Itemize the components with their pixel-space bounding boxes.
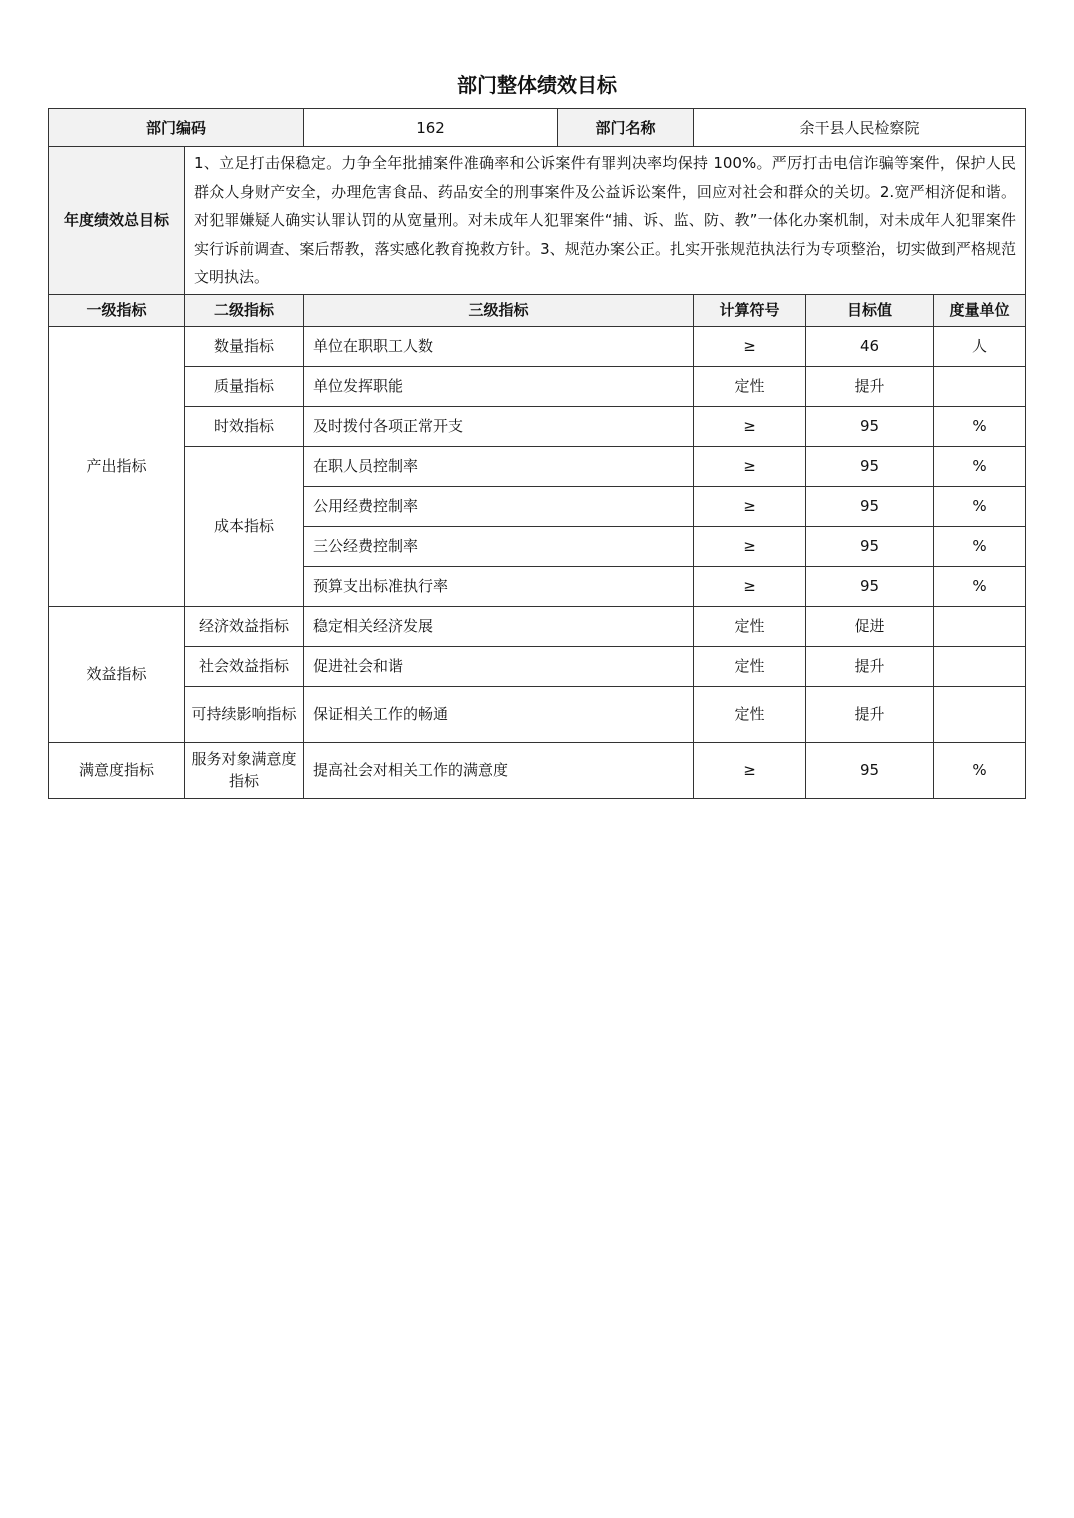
dept-name-label: 部门名称 (558, 109, 694, 147)
col-header-target: 目标值 (806, 294, 934, 326)
level1-cell: 产出指标 (49, 326, 185, 606)
unit-cell: % (934, 526, 1026, 566)
dept-name-value: 余干县人民检察院 (694, 109, 1026, 147)
col-header-level1: 一级指标 (49, 294, 185, 326)
level2-cell: 质量指标 (185, 366, 304, 406)
col-header-level2: 二级指标 (185, 294, 304, 326)
table-row (49, 446, 1026, 486)
operator-cell: ≥ (694, 486, 806, 526)
annual-goal-label: 年度绩效总目标 (49, 147, 185, 295)
table-row (49, 366, 1026, 406)
operator-cell: 定性 (694, 606, 806, 646)
level2-cell: 数量指标 (185, 326, 304, 366)
operator-cell: ≥ (694, 406, 806, 446)
target-cell: 95 (806, 446, 934, 486)
table-row (49, 742, 1026, 798)
dept-code-value: 162 (304, 109, 558, 147)
operator-cell: ≥ (694, 742, 806, 798)
operator-cell: 定性 (694, 686, 806, 742)
target-cell: 95 (806, 406, 934, 446)
col-header-level3: 三级指标 (304, 294, 694, 326)
level3-cell: 公用经费控制率 (304, 486, 694, 526)
dept-info-row (49, 109, 1026, 147)
level3-cell: 促进社会和谐 (304, 646, 694, 686)
level3-cell: 预算支出标准执行率 (304, 566, 694, 606)
table-row (49, 646, 1026, 686)
table-row (49, 686, 1026, 742)
dept-code-label: 部门编码 (49, 109, 304, 147)
level3-cell: 及时拨付各项正常开支 (304, 406, 694, 446)
unit-cell (934, 606, 1026, 646)
unit-cell: % (934, 566, 1026, 606)
target-cell: 95 (806, 526, 934, 566)
level1-cell: 效益指标 (49, 606, 185, 742)
operator-cell: 定性 (694, 646, 806, 686)
unit-cell: % (934, 406, 1026, 446)
level3-cell: 三公经费控制率 (304, 526, 694, 566)
col-header-unit: 度量单位 (934, 294, 1026, 326)
unit-cell (934, 686, 1026, 742)
unit-cell (934, 366, 1026, 406)
table-row (49, 326, 1026, 366)
col-header-operator: 计算符号 (694, 294, 806, 326)
operator-cell: ≥ (694, 326, 806, 366)
operator-cell: ≥ (694, 446, 806, 486)
level3-cell: 单位发挥职能 (304, 366, 694, 406)
level3-cell: 稳定相关经济发展 (304, 606, 694, 646)
operator-cell: ≥ (694, 566, 806, 606)
target-cell: 提升 (806, 686, 934, 742)
table-row (49, 606, 1026, 646)
level2-cell: 成本指标 (185, 446, 304, 606)
annual-goal-row (49, 147, 1026, 295)
level2-cell: 经济效益指标 (185, 606, 304, 646)
target-cell: 95 (806, 486, 934, 526)
level2-cell: 社会效益指标 (185, 646, 304, 686)
target-cell: 提升 (806, 646, 934, 686)
level1-cell: 满意度指标 (49, 742, 185, 798)
operator-cell: ≥ (694, 526, 806, 566)
level3-cell: 在职人员控制率 (304, 446, 694, 486)
column-header-row (49, 294, 1026, 326)
performance-table (48, 108, 1026, 799)
target-cell: 95 (806, 742, 934, 798)
level3-cell: 提高社会对相关工作的满意度 (304, 742, 694, 798)
target-cell: 提升 (806, 366, 934, 406)
table-row (49, 406, 1026, 446)
annual-goal-text: 1、立足打击保稳定。力争全年批捕案件准确率和公诉案件有罪判决率均保持 100%。严厉打击电信诈骗等案件，保护人民群众人身财产安全，办理危害食品、药品安全的刑事案件及公益诉讼案件，回应对社会和群众的关切。2.宽严相济促和谐。对犯罪嫌疑人确实认罪认罚的从宽量刑。对未成年人犯罪案件“捕、诉、监、防、教”一体化办案机制，对未成年人犯罪案件实行诉前调查、案后帮教，落实感化教育挽救方针。3、规范办案公正。扎实开张规范执法行为专项整治，切实做到严格规范文明执法。 (185, 147, 1026, 295)
target-cell: 95 (806, 566, 934, 606)
target-cell: 促进 (806, 606, 934, 646)
target-cell: 46 (806, 326, 934, 366)
level2-cell: 服务对象满意度指标 (185, 742, 304, 798)
unit-cell: 人 (934, 326, 1026, 366)
unit-cell: % (934, 446, 1026, 486)
unit-cell (934, 646, 1026, 686)
level2-cell: 时效指标 (185, 406, 304, 446)
unit-cell: % (934, 486, 1026, 526)
operator-cell: 定性 (694, 366, 806, 406)
level3-cell: 单位在职职工人数 (304, 326, 694, 366)
level2-cell: 可持续影响指标 (185, 686, 304, 742)
level3-cell: 保证相关工作的畅通 (304, 686, 694, 742)
page-title: 部门整体绩效目标 (457, 73, 617, 97)
unit-cell: % (934, 742, 1026, 798)
